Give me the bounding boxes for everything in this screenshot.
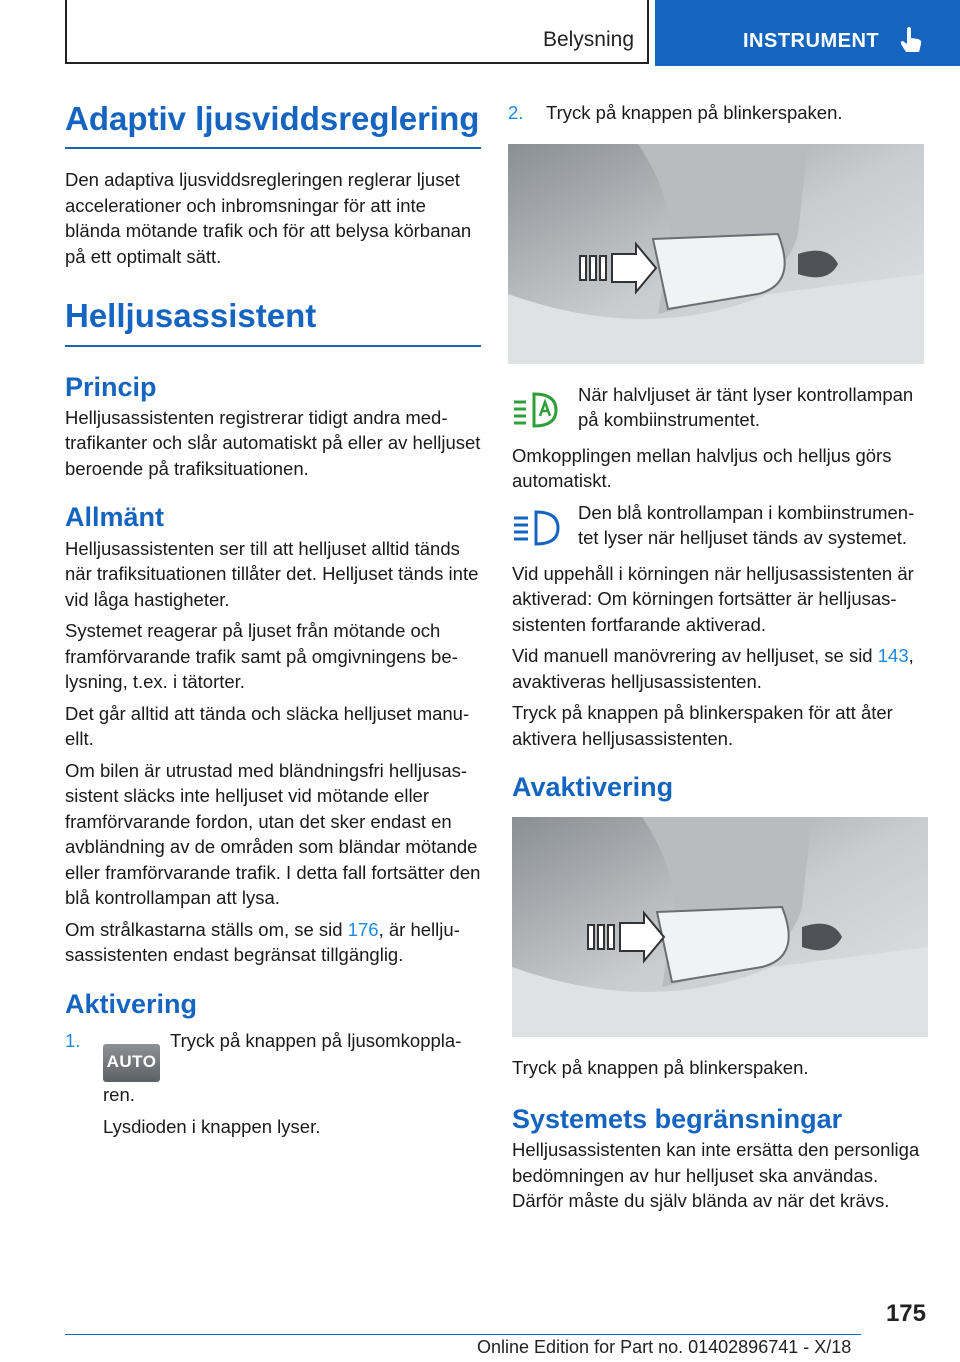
paragraph-manual (512, 643, 928, 694)
footer-divider (65, 1334, 861, 1335)
step-2 (508, 100, 928, 126)
indicator-text-high-beam: Den blå kontrollampan i kombiinstrumentet lyser när helljuset tänds av systemet. (578, 501, 915, 548)
footer-edition: Online Edition for Part no. 01402896741 - X/18 (477, 1337, 852, 1357)
page-link-176[interactable]: 176 (347, 918, 379, 940)
step-number: 2. (508, 102, 524, 123)
heading-adaptive-range: Adaptiv ljusviddsreglering (65, 98, 481, 149)
pointing-hand-icon (898, 26, 924, 54)
header-section-title: Belysning (542, 28, 634, 51)
paragraph-auto-switch: Omkopplingen mellan halvljus och helljus görs automatiskt. (512, 444, 892, 491)
paragraph-deactivate: Tryck på knappen på blinkerspaken. (512, 1057, 809, 1079)
text: Om strålkastarna ställs om, se sid (65, 918, 348, 940)
heading-activation: Aktivering (65, 988, 198, 1019)
heading-high-beam-assistant: Helljusassistent (65, 295, 481, 346)
paragraph-general-3: Det går alltid att tända och släcka helljuset manuellt. (65, 702, 470, 750)
text: , är helljusassistenten endast begränsat tillgänglig. (65, 918, 460, 966)
paragraph-general-2: Systemet reagerar på ljuset från mötande och framförvarande trafik samt på omgivningens belysning, t.ex. i tätorter. (65, 620, 458, 693)
step-2-text: Tryck på knappen på blinkerspaken. (546, 102, 843, 123)
paragraph-principle: Helljusassistenten registrerar tidigt andra medtrafikanter och slår automatiskt på eller av helljuset beroende på trafiksituationen. (65, 406, 481, 479)
indicator-text-low-beam: När halvljuset är tänt lyser kontrollampan på kombiinstrumentet. (578, 383, 914, 430)
left-column (65, 98, 481, 1145)
high-beam-blue-icon (512, 506, 562, 548)
turn-signal-lever-photo (508, 144, 924, 364)
heading-general: Allmänt (65, 502, 165, 533)
text: Vid manuell manövrering av helljuset, se sid (512, 645, 878, 666)
text: , avaktiveras helljusassistenten. (512, 645, 914, 692)
step-1-subtext: Lysdioden i knappen lyser. (103, 1115, 321, 1137)
turn-signal-lever-photo-2 (512, 817, 928, 1037)
heading-deactivation: Avaktivering (512, 772, 674, 802)
indicator-row-high-beam (512, 500, 928, 553)
paragraph-general-1: Helljusassistenten ser till att helljuset alltid tänds när trafiksituationen tillåter det. Helljuset tänds inte vid låga hastigheter. (65, 537, 479, 610)
step-1-text: Tryck på knappen på ljusomkopplaren. (103, 1030, 462, 1106)
heading-principle: Princip (65, 371, 157, 402)
paragraph-general-4: Om bilen är utrustad med bländningsfri helljusassistent släcks inte helljuset vid mötande eller framförvarande fordon, utan det sker endast en avbländning av de områden som bländar mötande eller framförvarande trafik. I detta fall fortsätter den blå kontrollampan att lysa. (65, 759, 481, 909)
paragraph-limitations: Helljusassistenten kan inte ersätta den personliga bedömningen av hur helljuset ska användas. Därför måste du själv blända av när det krävs. (512, 1139, 920, 1212)
auto-button-icon: AUTO (103, 1044, 160, 1082)
paragraph-reactivate: Tryck på knappen på blinkerspaken för att åter aktivera helljusassistenten. (512, 702, 893, 749)
step-number: 1. (65, 1030, 81, 1052)
lever-illustration (508, 144, 924, 364)
lever-illustration (512, 817, 928, 1037)
paragraph-general-5 (65, 917, 481, 968)
right-column (508, 100, 928, 1220)
indicator-row-low-beam (512, 382, 928, 435)
step-1 (65, 1028, 481, 1139)
high-beam-assistant-green-icon (512, 388, 562, 430)
page-link-143[interactable]: 143 (877, 645, 909, 666)
paragraph-adaptive-range: Den adaptiva ljusviddsregleringen reglerar ljuset accelerationer och inbromsningar för att inte blända mötande trafik och för att belysa körbanan på ett optimalt sätt. (65, 169, 472, 267)
page-number: 175 (885, 1300, 926, 1327)
heading-limitations: Systemets begränsningar (512, 1103, 843, 1134)
paragraph-pause: Vid uppehåll i körningen när helljusassistenten är aktiverad: Om körningen fortsätter är helljusassistenten fortfarande aktiverad. (512, 562, 914, 635)
header-chapter-tab[interactable] (655, 0, 960, 66)
chapter-tab-label: INSTRUMENT (743, 30, 880, 52)
